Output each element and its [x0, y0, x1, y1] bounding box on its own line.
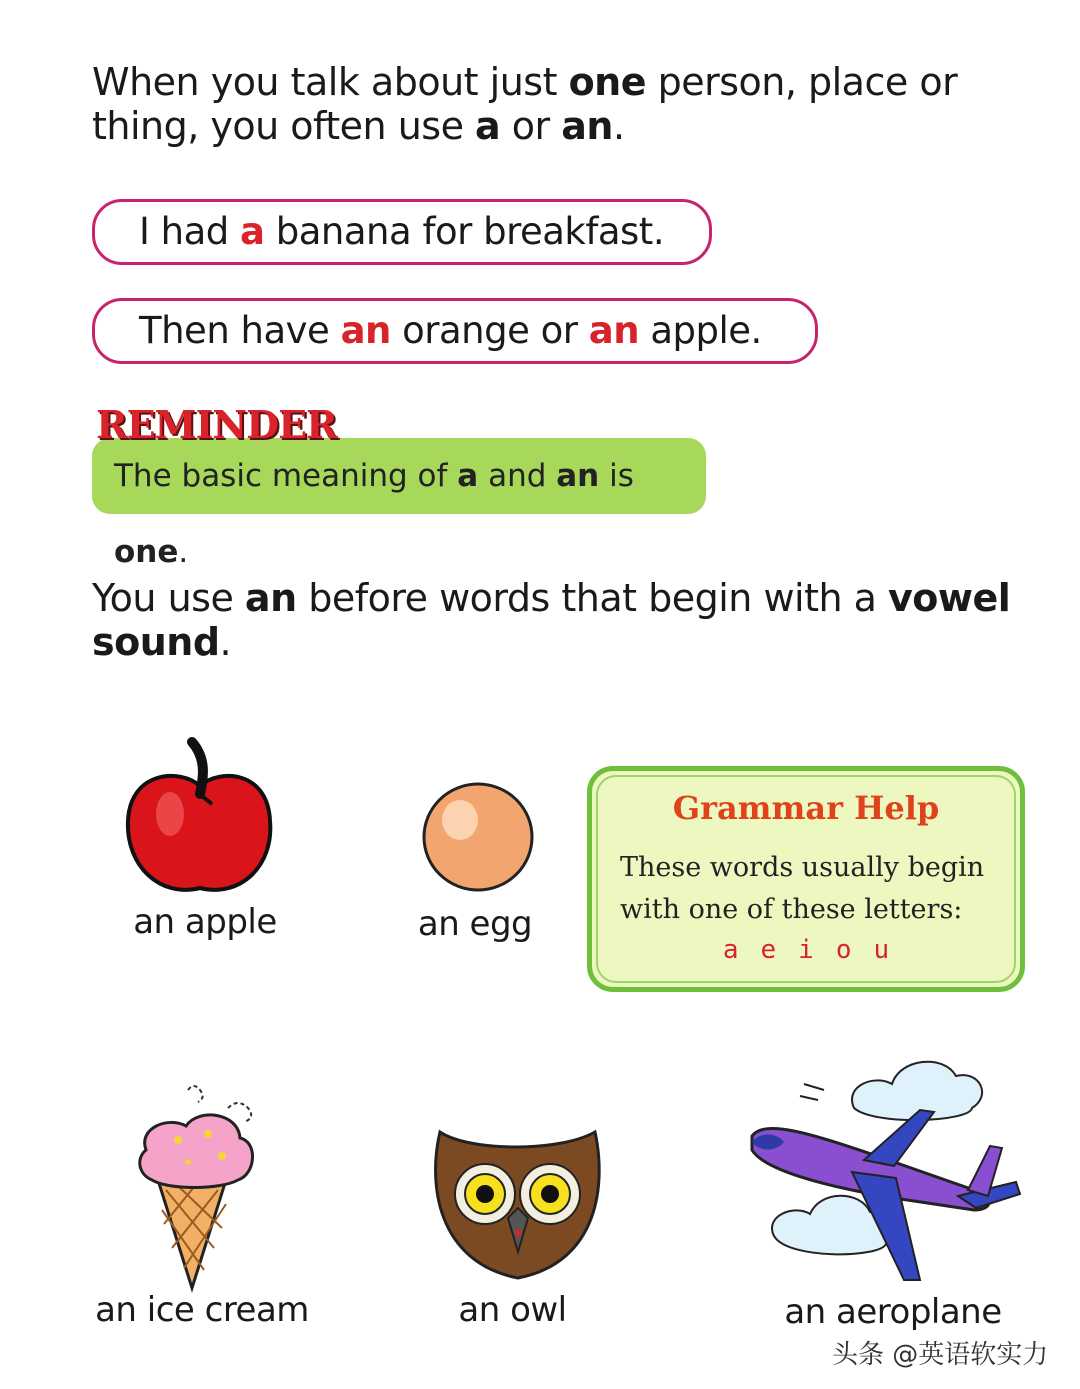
sentence-text: banana for breakfast.: [264, 210, 665, 253]
ice-cream-icon: [128, 1078, 278, 1293]
reminder-bold: a: [457, 458, 479, 494]
vowel-rule: [92, 576, 1012, 664]
intro-bold-one: one: [568, 60, 647, 104]
rule-bold: vowel sound: [92, 576, 1011, 664]
intro-bold-an: an: [561, 104, 613, 148]
sentence-text: apple.: [639, 309, 762, 352]
reminder-box: [92, 438, 706, 570]
sentence-text: orange or: [390, 309, 589, 352]
egg-icon: [418, 782, 538, 892]
sentence-text: I had: [139, 210, 241, 253]
intro-text: person, place or thing, you often use: [92, 60, 958, 148]
vowel-letter: i: [798, 935, 814, 965]
rule-text: before words that begin with a: [296, 576, 889, 620]
intro-text: When you talk about just: [92, 60, 569, 104]
grammar-help-title: Grammar Help: [672, 789, 940, 827]
intro-text: or: [500, 104, 562, 148]
example-sentence-1: [92, 199, 712, 265]
article-highlight: an: [588, 309, 640, 352]
caption-aeroplane: an aeroplane: [784, 1292, 1002, 1332]
rule-bold: an: [244, 576, 297, 620]
caption-ice-cream: an ice cream: [95, 1290, 309, 1330]
aeroplane-icon: [744, 1050, 1034, 1290]
vowel-letter: o: [835, 935, 852, 965]
reminder-bold: one: [114, 534, 179, 570]
watermark: 头条 @英语软实力: [832, 1340, 1049, 1370]
caption-apple: an apple: [133, 902, 277, 942]
reminder-text: .: [178, 534, 189, 570]
grammar-help-text: These words usually begin with one of these letters:: [620, 852, 985, 925]
vowel-letter: a: [722, 935, 739, 965]
article-highlight: a: [240, 210, 265, 253]
reminder-text: and: [478, 458, 557, 494]
caption-egg: an egg: [417, 904, 533, 944]
apple-icon: [120, 736, 280, 901]
vowel-letter: u: [873, 935, 890, 965]
vowel-letters: [592, 935, 1020, 965]
intro-text: .: [612, 104, 625, 148]
owl-icon: [430, 1122, 605, 1282]
caption-owl: an owl: [458, 1290, 567, 1330]
sentence-text: Then have: [139, 309, 341, 352]
intro-bold-a: a: [475, 104, 501, 148]
reminder-text: is: [599, 458, 634, 494]
reminder-title: REMINDER: [96, 402, 337, 447]
intro-paragraph: [92, 60, 992, 148]
vowel-letter: e: [760, 935, 777, 965]
grammar-help-box: [587, 766, 1025, 992]
rule-text: You use: [92, 576, 245, 620]
reminder-bold: an: [556, 458, 600, 494]
article-highlight: an: [340, 309, 391, 352]
example-sentence-2: [92, 298, 818, 364]
reminder-text: The basic meaning of: [114, 458, 458, 494]
rule-text: .: [219, 620, 232, 664]
